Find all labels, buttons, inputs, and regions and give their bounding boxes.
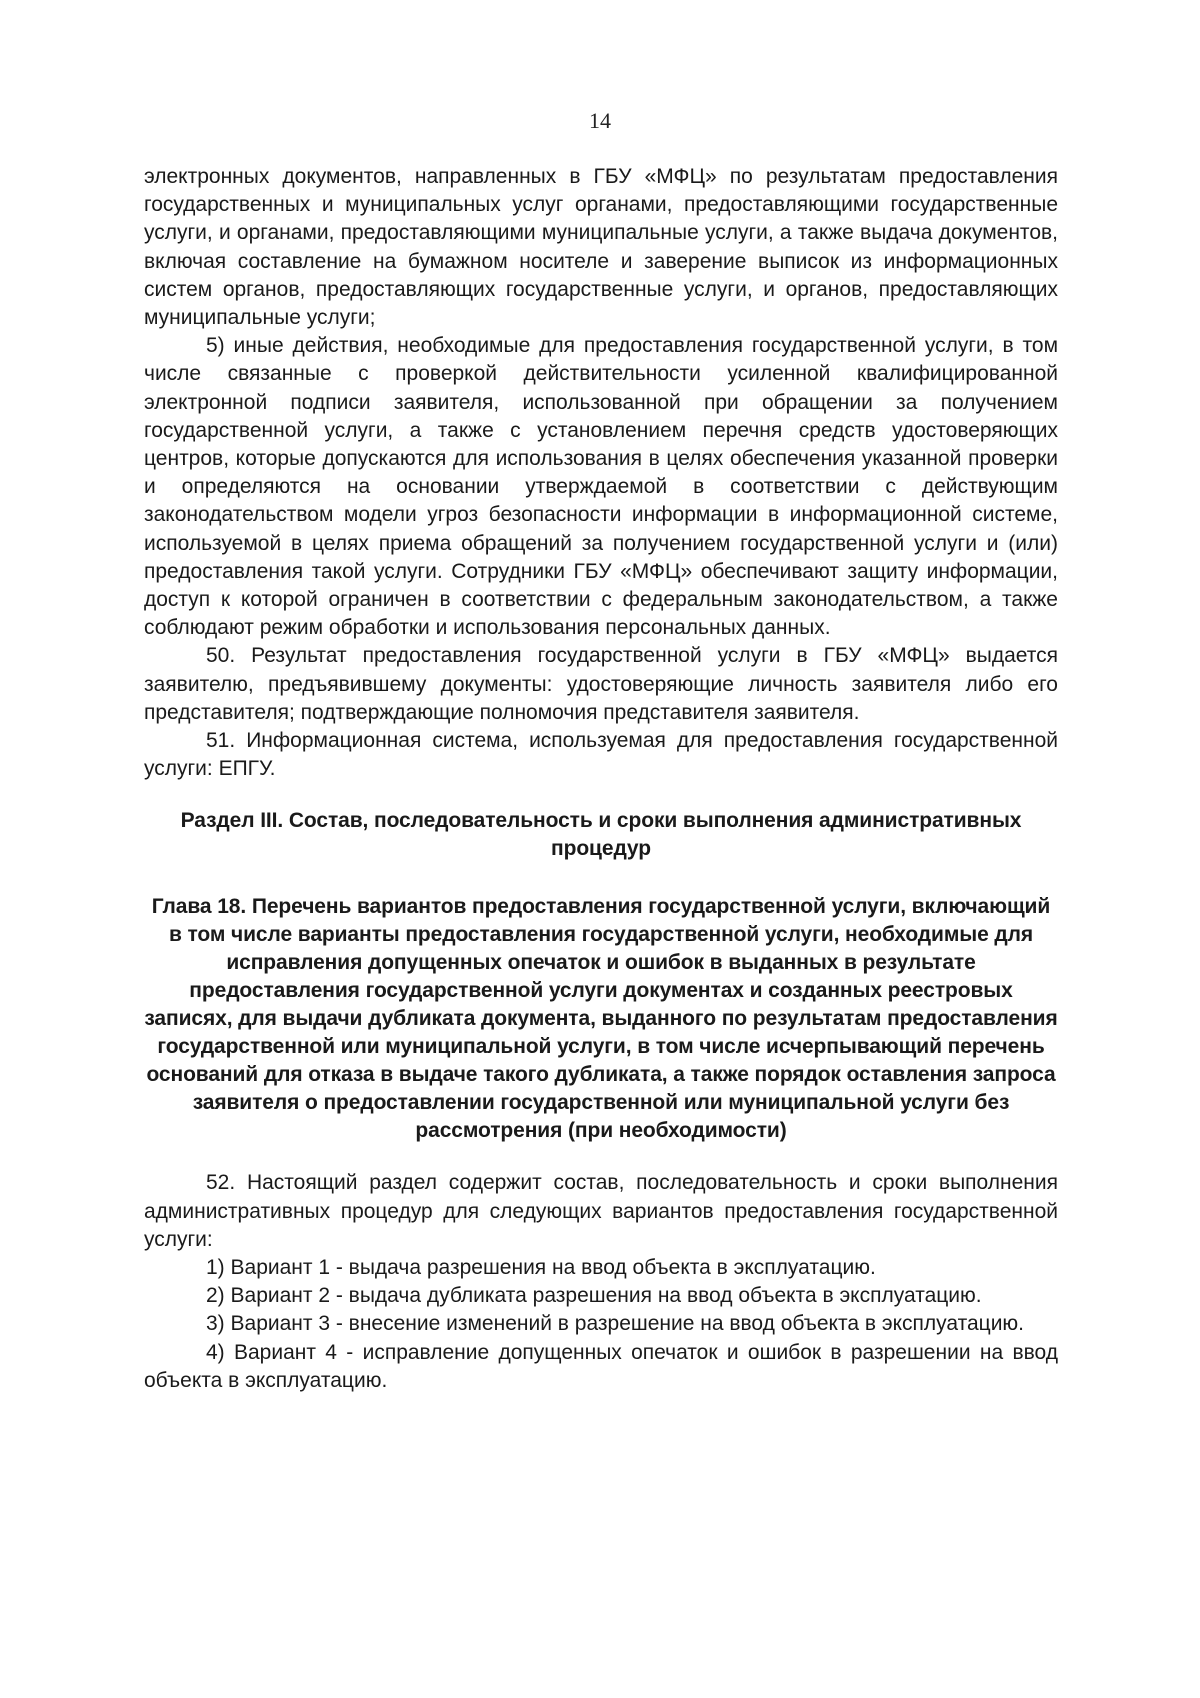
list-item-variant-3: 3) Вариант 3 - внесение изменений в разрешение на ввод объекта в эксплуатацию. <box>206 1312 1025 1336</box>
paragraph-52: 52. Настоящий раздел содержит состав, последовательность и сроки выполнения административных процедур для следующих вариантов предоставления государственной услуги: <box>144 1171 1058 1251</box>
chapter-heading: Глава 18. Перечень вариантов предоставления государственной услуги, включающий в том числе варианты предоставления государственной услуги, необходимые для исправления допущенных опечаток и ошибок в выданных в результате предоставления государственной услуги документах и созданных реестровых записях, для выдачи дубликата документа, выданного по результатам предоставления государственной или муниципальной услуги, в том числе исчерпывающий перечень оснований для отказа в выдаче такого дубликата, а также порядок оставления запроса заявителя о предоставлении государственной или муниципальной услуги без рассмотрения (при необходимости) <box>144 895 1058 1143</box>
list-item-variant-2: 2) Вариант 2 - выдача дубликата разрешения на ввод объекта в эксплуатацию. <box>206 1284 982 1308</box>
paragraph-50: 50. Результат предоставления государственной услуги в ГБУ «МФЦ» выдается заявителю, предъявившему документы: удостоверяющие личность заявителя либо его представителя; подтверждающие полномочия представителя заявителя. <box>144 644 1058 724</box>
list-item-variant-1: 1) Вариант 1 - выдача разрешения на ввод объекта в эксплуатацию. <box>206 1256 876 1280</box>
paragraph-51: 51. Информационная система, используемая для предоставления государственной услуги: ЕПГУ. <box>144 729 1058 781</box>
paragraph-continuation: электронных документов, направленных в ГБУ «МФЦ» по результатам предоставления государственных и муниципальных услуг органами, предоставляющими государственные услуги, и органами, предоставляющими муниципальные услуги, а также выдача документов, включая составление на бумажном носителе и заверение выписок из информационных систем органов, предоставляющих государственные услуги, и органов, предоставляющих муниципальные услуги; <box>144 165 1058 330</box>
paragraph-item-5: 5) иные действия, необходимые для предоставления государственной услуги, в том числе связанные с проверкой действительности усиленной квалифицированной электронной подписи заявителя, использованной при обращении за получением государственной услуги, а также с установлением перечня средств удостоверяющих центров, которые допускаются для использования в целях обеспечения указанной проверки и определяются на основании утверждаемой в соответствии с действующим законодательством модели угроз безопасности информации в информационной системе, используемой в целях приема обращений за получением государственной услуги и (или) предоставления такой услуги. Сотрудники ГБУ «МФЦ» обеспечивают защиту информации, доступ к которой ограничен в соответствии с федеральным законодательством, а также соблюдают режим обработки и использования персональных данных. <box>144 334 1058 640</box>
document-body <box>144 163 1058 1395</box>
list-item-variant-4: 4) Вариант 4 - исправление допущенных опечаток и ошибок в разрешении на ввод объекта в эксплуатацию. <box>144 1340 1058 1392</box>
section-heading: Раздел III. Состав, последовательность и сроки выполнения административных процедур <box>180 809 1022 861</box>
page-number: 14 <box>589 108 611 133</box>
